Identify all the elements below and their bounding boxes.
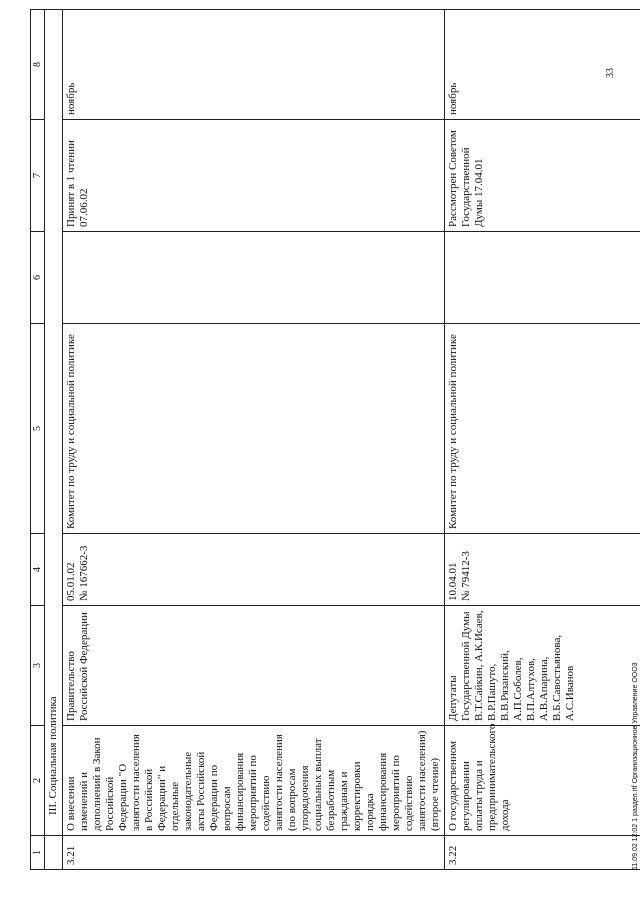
col-header: 5 — [31, 324, 45, 534]
header-row — [31, 10, 45, 870]
status: Принят в 1 чтении 07.06.02 — [63, 120, 445, 232]
month: ноябрь — [445, 10, 640, 120]
col-header: 6 — [31, 232, 45, 324]
row-number: 3.21 — [63, 836, 445, 870]
initiator: Правительство Российской Федерации — [63, 606, 445, 726]
col6-cell — [445, 232, 640, 324]
footer-text: 11.09.02 12:02 1 раздел.rtf Организационное Управление ООО3 — [632, 662, 639, 870]
col-header: 2 — [31, 726, 45, 836]
col-header: 1 — [31, 836, 45, 870]
legislation-table — [30, 9, 640, 870]
row-number: 3.22 — [445, 836, 640, 870]
col-header: 8 — [31, 10, 45, 120]
table-row — [63, 10, 445, 870]
bill-title: О внесении изменений и дополнений в Закон Российской Федерации "О занятости населения в Российской Федерации" и отдельные законодательные акты Российской Федерации по вопросам финансирования мероприятий по содействию занятости населения (по вопросам упорядочения социальных выплат безработным гражданам и корректировки порядка финансирования мероприятий по содействию занятости населения) (второе чтение) — [63, 726, 445, 836]
bill-number: № 79412-3 — [460, 551, 472, 601]
bill-title: О государственном регулировании оплаты труда и предпринимательского дохода — [445, 726, 640, 836]
submission-date: 05.01.02 — [65, 562, 77, 601]
committee: Комитет по труду и социальной политике — [445, 324, 640, 534]
col-header: 4 — [31, 534, 45, 606]
submission-date: 10.04.01 — [447, 562, 459, 601]
col-header: 7 — [31, 120, 45, 232]
bill-number: № 167662-3 — [78, 545, 90, 601]
month: ноябрь — [63, 10, 445, 120]
col6-cell — [63, 232, 445, 324]
section-title: III. Социальная политика — [45, 10, 63, 836]
section-row — [45, 10, 63, 870]
page-number: 33 — [605, 68, 616, 78]
col-header: 3 — [31, 606, 45, 726]
table-row — [445, 10, 640, 870]
initiator: Депутаты Государственной Думы В.Т.Сайкин, А.К.Исаев, В.Р.Пашуто, В.В.Рязанский, А.П.Соболев, В.П.Алтухов, А.В.Апарина, В.Б.Савостьянова, А.С.Иванов — [445, 606, 640, 726]
status: Рассмотрен Советом Государственной Думы 17.04.01 — [445, 120, 640, 232]
committee: Комитет по труду и социальной политике — [63, 324, 445, 534]
rotated-page — [20, 10, 639, 870]
